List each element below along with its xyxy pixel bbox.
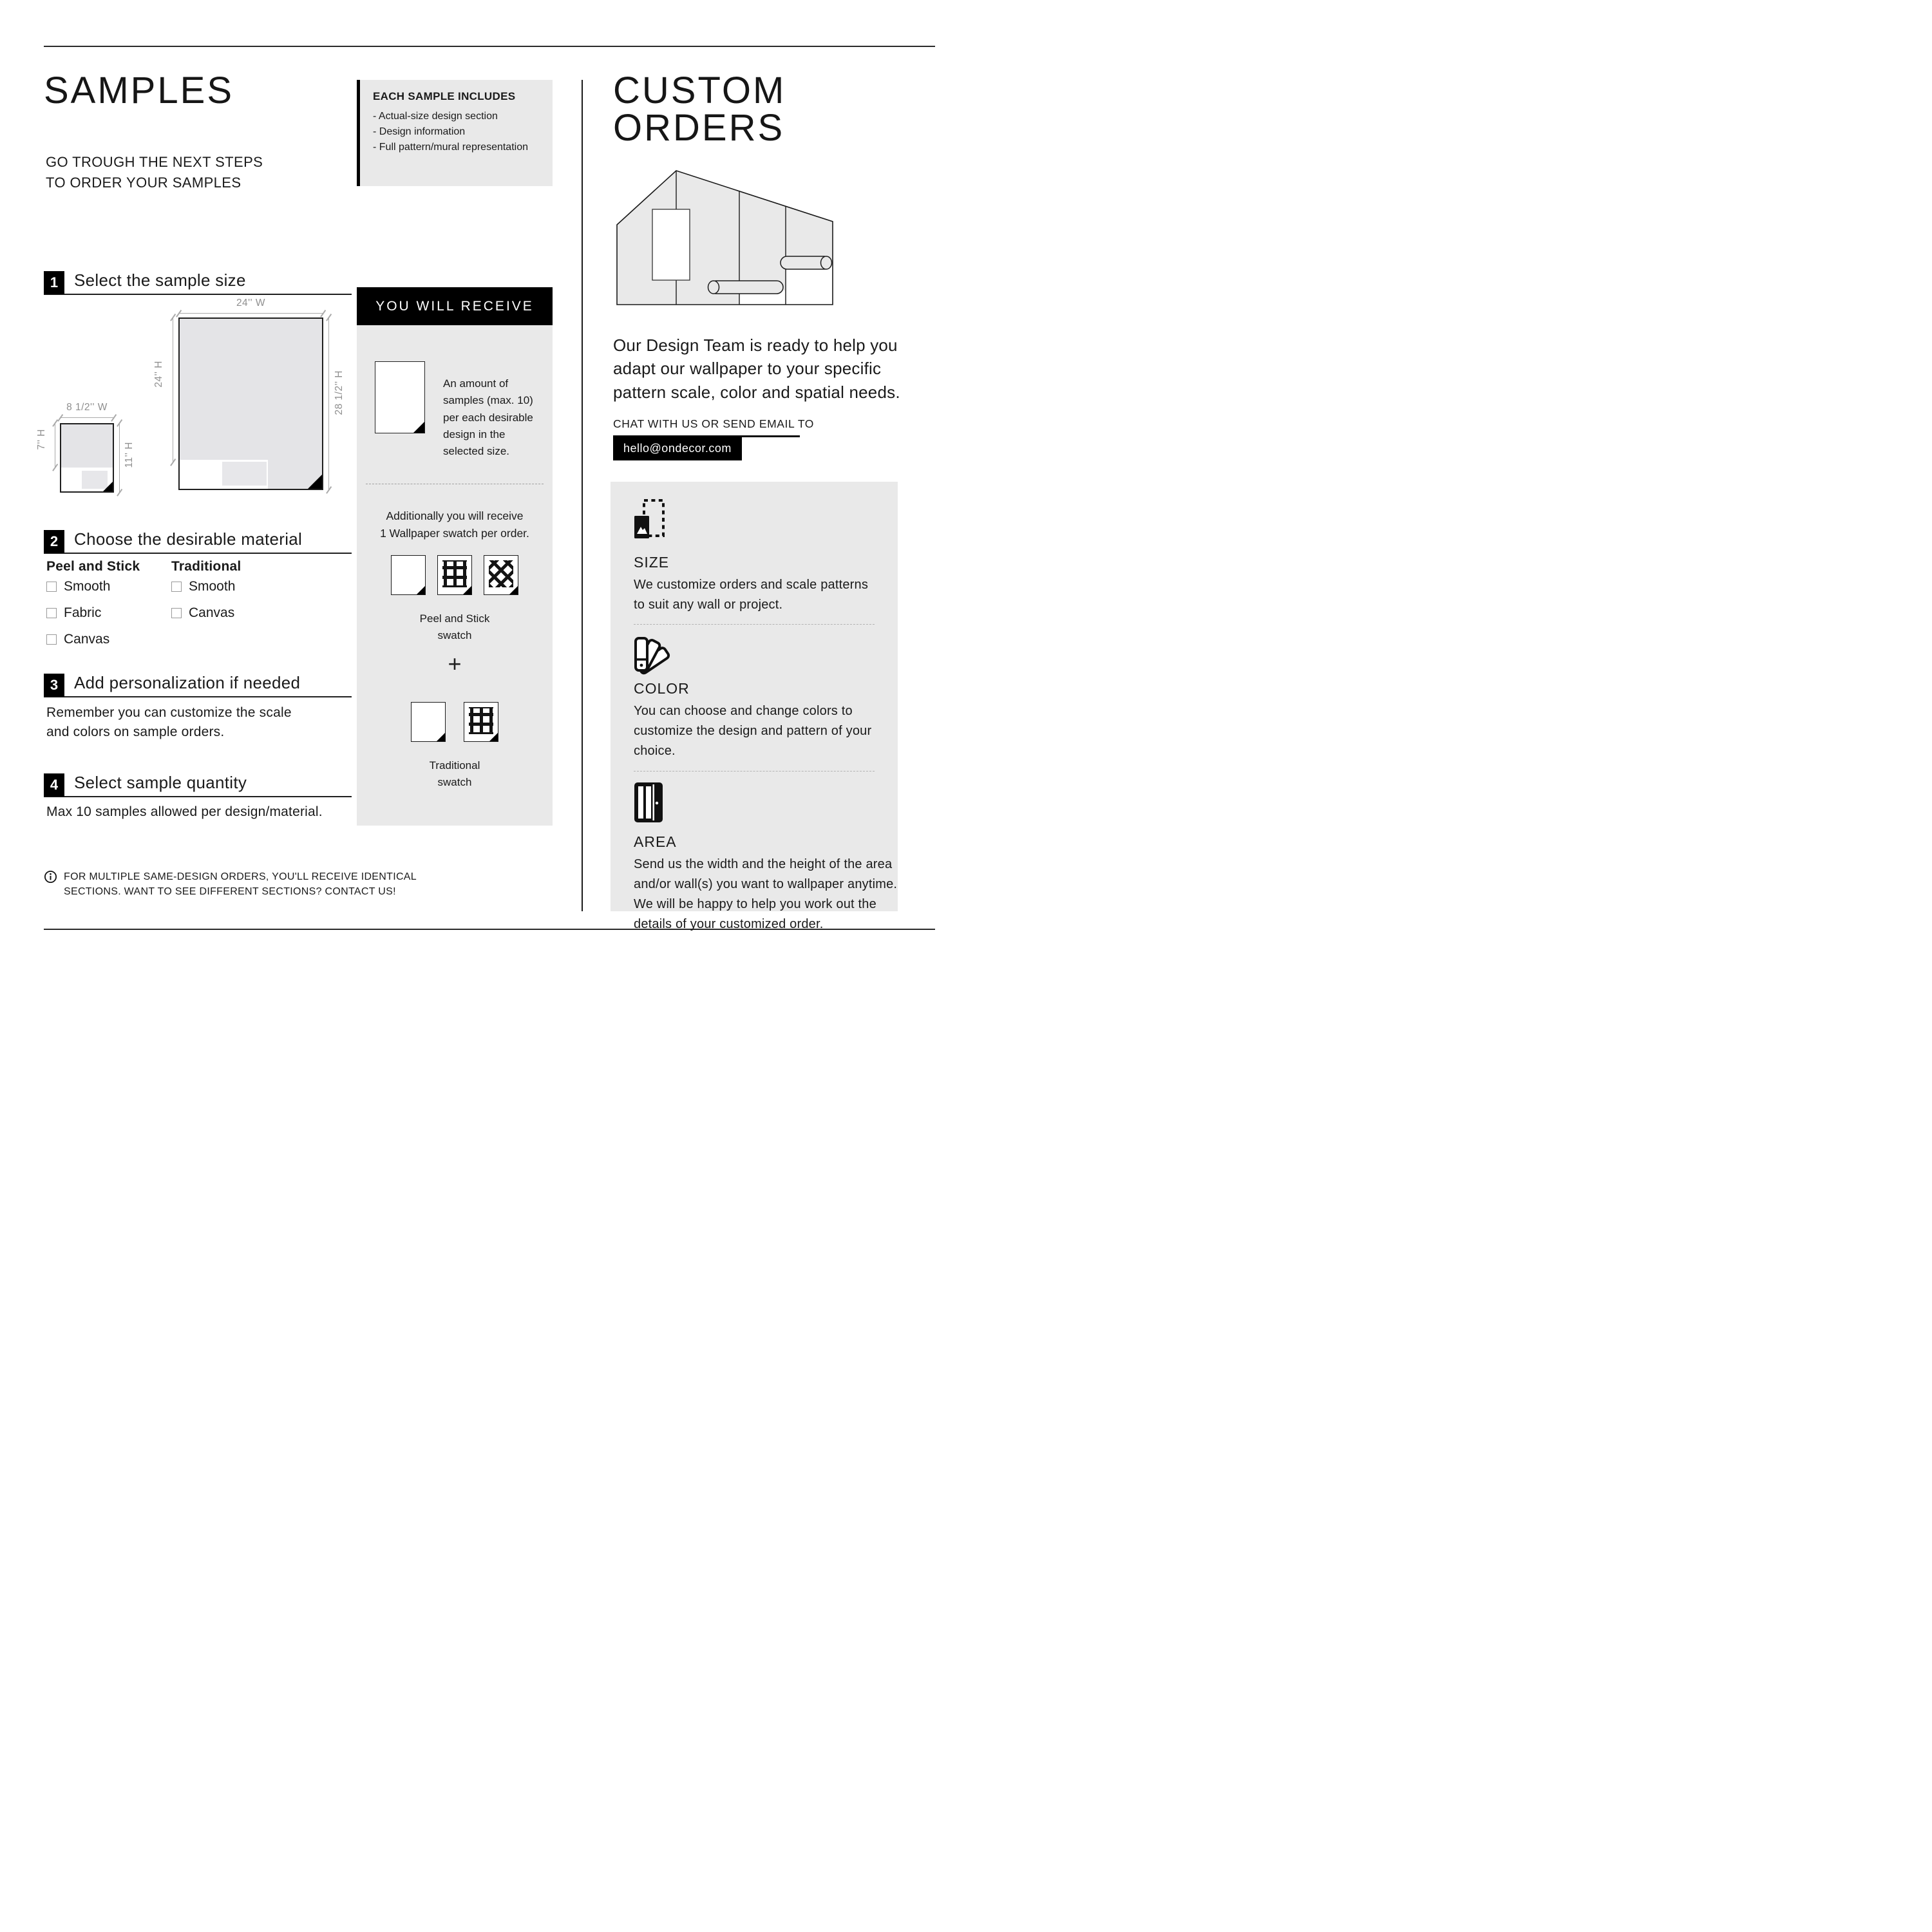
additional-text: Additionally you will receive 1 Wallpaper swatch per order. xyxy=(380,509,529,540)
grid-swatch-icon xyxy=(437,555,472,595)
custom-orders-title: CUSTOM ORDERS xyxy=(613,70,786,149)
includes-item: - Design information xyxy=(373,126,466,137)
feature-size-heading: SIZE xyxy=(634,554,670,571)
page-fold-icon xyxy=(103,482,113,491)
footnote: FOR MULTIPLE SAME-DESIGN ORDERS, YOU'LL RECEIVE IDENTICAL SECTIONS. WANT TO SEE DIFFERENT SECTIONS? CONTACT US! xyxy=(64,871,417,898)
small-width-label: 8 1/2'' W xyxy=(66,402,108,413)
feature-color-heading: COLOR xyxy=(634,680,690,697)
house-wallpaper-illustration xyxy=(612,160,838,307)
step-1-title: Select the sample size xyxy=(74,270,246,290)
wall-door-icon xyxy=(634,782,663,823)
small-design-height-label: 7'' H xyxy=(36,429,47,450)
dashed-divider xyxy=(634,624,875,625)
top-rule xyxy=(44,46,935,47)
checkbox[interactable] xyxy=(46,582,57,592)
amount-text: An amount of samples (max. 10) per each desirable design in the selected size. xyxy=(443,377,533,458)
small-width-dimension-line xyxy=(60,417,114,418)
large-sample-page xyxy=(178,317,323,490)
large-full-height-label: 28 1/2'' H xyxy=(334,370,345,415)
checkbox[interactable] xyxy=(46,608,57,618)
custom-intro: Our Design Team is ready to help you adapt our wallpaper to your specific pattern scale, color and spatial needs. xyxy=(613,336,900,402)
chat-label: CHAT WITH US OR SEND EMAIL TO xyxy=(613,417,815,430)
crosshatch-swatch-icon xyxy=(484,555,518,595)
checkbox[interactable] xyxy=(46,634,57,645)
color-swatches-icon xyxy=(634,636,672,676)
wallpaper-roll-icon xyxy=(708,281,784,294)
feature-size-text: We customize orders and scale patterns to suit any wall or project. xyxy=(634,578,869,612)
material-option-peel-smooth xyxy=(46,579,110,594)
you-will-receive-panel xyxy=(357,325,553,826)
large-design-height-label: 24'' H xyxy=(153,361,164,388)
step-3-title: Add personalization if needed xyxy=(74,673,301,692)
large-width-dimension-line xyxy=(178,313,323,314)
feature-color-text: You can choose and change colors to customize the design and pattern of your choice. xyxy=(634,704,872,758)
step-2-badge: 2 xyxy=(44,530,64,553)
plus-icon: + xyxy=(448,650,462,677)
checkbox[interactable] xyxy=(171,582,182,592)
step-2-title: Choose the desirable material xyxy=(74,529,303,549)
peel-swatch-label: Peel and Stick swatch xyxy=(419,612,490,642)
samples-intro: GO TROUGH THE NEXT STEPS TO ORDER YOUR SAMPLES xyxy=(46,154,263,191)
step-1-header xyxy=(44,270,352,295)
option-label: Smooth xyxy=(64,579,111,594)
small-full-height-line xyxy=(119,423,120,493)
step-2-header xyxy=(44,529,352,554)
traditional-swatch-row xyxy=(357,702,553,742)
page-fold-icon xyxy=(413,422,424,433)
material-option-peel-canvas xyxy=(46,632,109,647)
includes-item: - Full pattern/mural representation xyxy=(373,142,528,153)
includes-title: EACH SAMPLE INCLUDES xyxy=(373,90,516,102)
step-4-note: Max 10 samples allowed per design/material. xyxy=(46,804,323,819)
small-full-height-label: 11'' H xyxy=(124,442,135,468)
step-1-badge: 1 xyxy=(44,271,64,294)
you-will-receive-banner: YOU WILL RECEIVE xyxy=(357,287,553,325)
brochure-page xyxy=(0,0,966,966)
traditional-swatch-label: Traditional swatch xyxy=(429,759,480,789)
traditional-heading: Traditional xyxy=(171,559,242,574)
blank-swatch-icon xyxy=(411,702,446,742)
each-sample-includes-box xyxy=(357,80,553,186)
material-option-trad-canvas xyxy=(171,605,234,621)
option-label: Smooth xyxy=(189,579,236,594)
checkbox[interactable] xyxy=(171,608,182,618)
large-width-label: 24'' W xyxy=(236,298,266,308)
feature-area-text: Send us the width and the height of the area and/or wall(s) you want to wallpaper anytime. We will be happy to help you work out the details of your customized order. xyxy=(634,857,898,931)
crop-image-icon xyxy=(634,498,666,541)
email-chip[interactable]: hello@ondecor.com xyxy=(613,437,742,460)
peel-and-stick-heading: Peel and Stick xyxy=(46,559,140,574)
step-3-badge: 3 xyxy=(44,674,64,697)
step-3-note: Remember you can customize the scale and colors on sample orders. xyxy=(46,705,292,740)
blank-swatch-icon xyxy=(391,555,426,595)
material-option-trad-smooth xyxy=(171,579,235,594)
includes-item: - Actual-size design section xyxy=(373,111,498,122)
page-fold-icon xyxy=(308,475,322,489)
column-divider xyxy=(582,80,583,911)
option-label: Canvas xyxy=(64,632,110,647)
sample-page-icon xyxy=(375,361,425,433)
step-4-title: Select sample quantity xyxy=(74,773,247,792)
custom-features-panel xyxy=(611,482,898,931)
step-4-badge: 4 xyxy=(44,773,64,797)
option-label: Canvas xyxy=(189,605,235,620)
wallpaper-roll-icon xyxy=(781,256,832,269)
dashed-divider xyxy=(634,771,875,772)
info-icon xyxy=(44,870,57,884)
feature-area-heading: AREA xyxy=(634,833,677,850)
small-sample-page xyxy=(60,423,114,493)
grid-swatch-icon xyxy=(464,702,498,742)
step-3-header xyxy=(44,673,352,697)
samples-title: SAMPLES xyxy=(44,70,234,111)
material-option-peel-fabric xyxy=(46,605,101,621)
peel-swatch-row xyxy=(357,555,553,595)
step-4-header xyxy=(44,773,352,797)
option-label: Fabric xyxy=(64,605,102,620)
large-full-height-line xyxy=(328,317,329,490)
